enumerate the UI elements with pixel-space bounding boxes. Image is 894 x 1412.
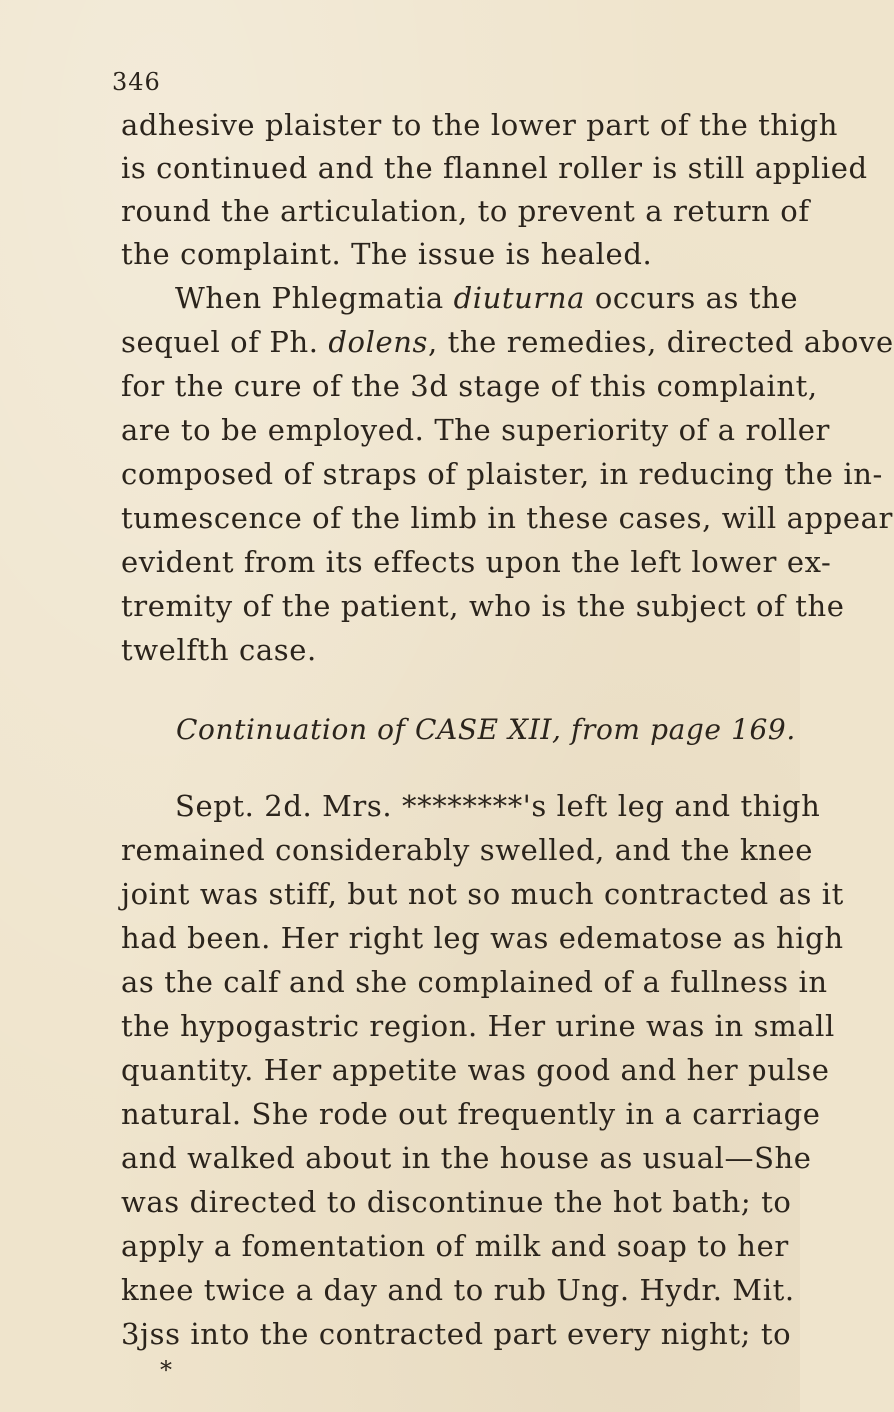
text-line: are to be employed. The superiority of a roller: [121, 413, 831, 447]
text-line: the hypogastric region. Her urine was in small: [121, 1009, 835, 1043]
text-line: the complaint. The issue is healed.: [121, 237, 653, 271]
text-line: 3jss into the contracted part every night; to: [121, 1317, 792, 1351]
text-run: , the remedies, directed above: [428, 325, 894, 359]
footnote-mark: *: [160, 1356, 172, 1384]
text-run: sequel of Ph.: [121, 325, 329, 359]
section-heading: Continuation of CASE XII, from page 169.: [176, 713, 796, 746]
text-line: [175, 281, 798, 315]
text-line: composed of straps of plaister, in reducing the in-: [121, 457, 883, 491]
text-run: When Phlegmatia: [175, 281, 454, 315]
text-line: joint was stiff, but not so much contracted as it: [121, 877, 844, 911]
italic-term: dolens: [328, 325, 429, 359]
italic-term: diuturna: [453, 281, 586, 315]
text-line: is continued and the flannel roller is still applied: [121, 151, 868, 185]
text-line: natural. She rode out frequently in a carriage: [121, 1097, 821, 1131]
text-line: was directed to discontinue the hot bath; to: [121, 1185, 792, 1219]
text-line: evident from its effects upon the left lower ex-: [121, 545, 832, 579]
text-line: for the cure of the 3d stage of this complaint,: [121, 369, 818, 403]
text-line: Sept. 2d. Mrs. ********'s left leg and thigh: [175, 789, 821, 823]
text-line: remained considerably swelled, and the knee: [121, 833, 813, 867]
text-line: and walked about in the house as usual—She: [121, 1141, 812, 1175]
text-line: knee twice a day and to rub Ung. Hydr. Mit.: [121, 1273, 795, 1307]
text-line: apply a fomentation of milk and soap to her: [121, 1229, 789, 1263]
text-run: occurs as the: [585, 281, 799, 315]
text-line: [121, 325, 894, 359]
text-line: adhesive plaister to the lower part of the thigh: [121, 108, 838, 142]
text-line: tumescence of the limb in these cases, will appear: [121, 501, 893, 535]
text-line: tremity of the patient, who is the subject of the: [121, 589, 845, 623]
text-line: as the calf and she complained of a fullness in: [121, 965, 828, 999]
text-line: quantity. Her appetite was good and her pulse: [121, 1053, 830, 1087]
text-line: round the articulation, to prevent a return of: [121, 194, 810, 228]
text-line: had been. Her right leg was edematose as high: [121, 921, 844, 955]
page-number: 346: [112, 68, 161, 96]
text-line: twelfth case.: [121, 633, 317, 667]
